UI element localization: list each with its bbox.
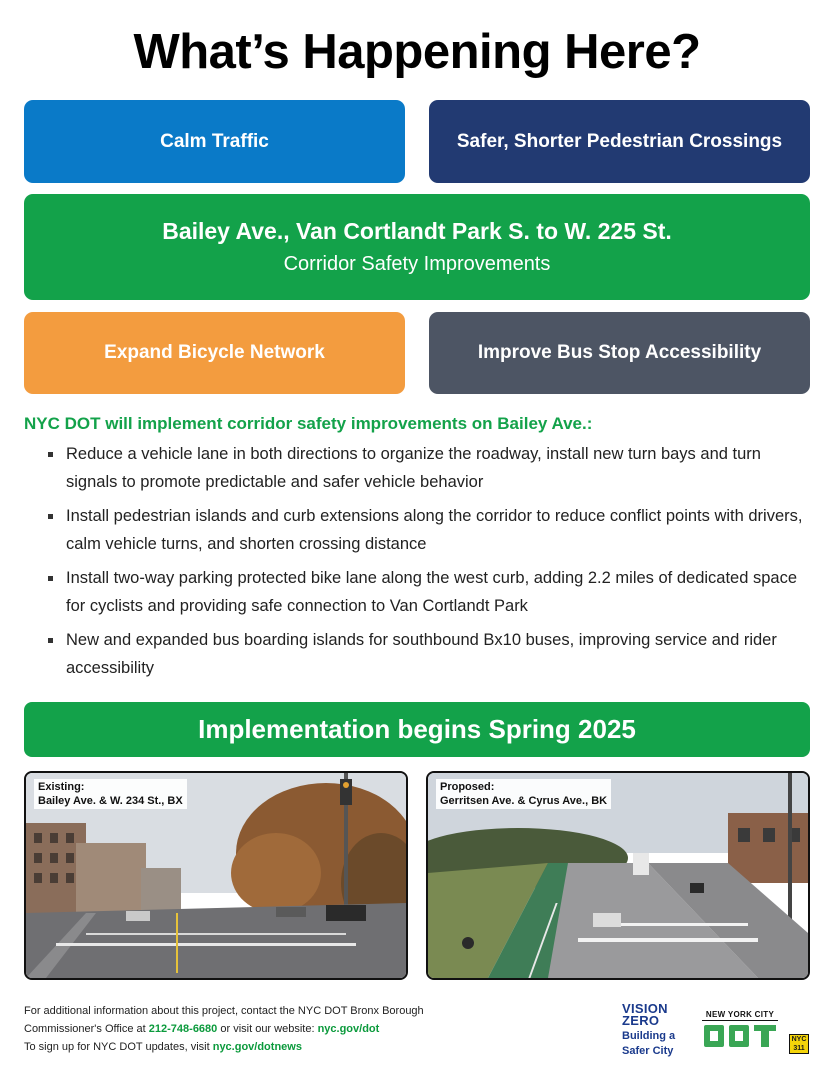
footer-line-2 <box>24 1020 584 1038</box>
calm-traffic-box <box>24 100 405 183</box>
implementation-text: Implementation begins Spring 2025 <box>198 714 636 744</box>
bicycle-network-box <box>24 312 405 394</box>
intro-heading: NYC DOT will implement corridor safety improvements on Bailey Ave.: <box>24 414 593 433</box>
bus-accessibility-box <box>429 312 810 394</box>
dot-wordmark-icon <box>702 1021 778 1051</box>
existing-caption-location: Bailey Ave. & W. 234 St., BX <box>38 795 183 807</box>
implementation-banner <box>24 702 810 757</box>
badge-311: 311 <box>793 1045 805 1052</box>
vision-zero-tag-1: Building a <box>622 1030 676 1042</box>
website-link[interactable]: nyc.gov/dot <box>317 1023 380 1035</box>
pedestrian-crossings-label: Safer, Shorter Pedestrian Crossings <box>456 130 783 152</box>
vision-zero-tag-2: Safer City <box>622 1045 674 1057</box>
proposed-photo <box>426 771 810 980</box>
footer-signup-text: To sign up for NYC DOT updates, visit <box>24 1041 210 1053</box>
badge-nyc: NYC <box>791 1036 807 1043</box>
vision-zero-logo <box>622 1003 694 1063</box>
footer-line-1: For additional information about this project, contact the NYC DOT Bronx Borough <box>24 1005 424 1017</box>
nyc-311-badge <box>789 1034 809 1054</box>
proposed-caption-location: Gerritsen Ave. & Cyrus Ave., BK <box>440 795 608 807</box>
page-title: What’s Happening Here? <box>133 25 701 79</box>
corridor-subtitle: Corridor Safety Improvements <box>283 252 551 275</box>
list-item: Install pedestrian islands and curb extensions along the corridor to reduce conflict points with drivers, calm vehicle turns, and shorten crossing distance <box>44 502 814 558</box>
existing-caption-title: Existing: <box>38 781 85 793</box>
footer-website-text: or visit our website: <box>220 1023 315 1035</box>
list-item: Install two-way parking protected bike lane along the west curb, adding 2.2 miles of dedicated space for cyclists and providing safe connection to Van Cortlandt Park <box>44 564 814 620</box>
proposed-caption-title: Proposed: <box>440 781 495 793</box>
updates-link[interactable]: nyc.gov/dotnews <box>212 1041 302 1053</box>
list-item: Reduce a vehicle lane in both directions to organize the roadway, install new turn bays and turn signals to promote predictable and safer vehicle behavior <box>44 440 814 496</box>
bus-accessibility-label: Improve Bus Stop Accessibility <box>477 342 762 364</box>
footer-office-text: Commissioner's Office at <box>24 1023 146 1035</box>
bicycle-network-label: Expand Bicycle Network <box>104 342 325 364</box>
nyc-dot-logo <box>702 1010 778 1056</box>
list-item: New and expanded bus boarding islands for southbound Bx10 buses, improving service and rider accessibility <box>44 626 814 682</box>
corridor-name: Bailey Ave., Van Cortlandt Park S. to W. 225 St. <box>162 218 672 245</box>
proposed-caption <box>436 779 611 809</box>
existing-caption <box>34 779 187 809</box>
existing-photo <box>24 771 408 980</box>
calm-traffic-label: Calm Traffic <box>160 130 269 152</box>
vision-zero-word-1: VISION <box>622 1001 668 1016</box>
improvements-list <box>44 440 814 688</box>
nyc-label: NEW YORK CITY <box>702 1010 778 1021</box>
corridor-title-box <box>24 194 810 300</box>
phone-number[interactable]: 212-748-6680 <box>148 1023 218 1035</box>
footer-line-3 <box>24 1038 584 1056</box>
vision-zero-word-2: ZERO <box>622 1013 660 1028</box>
contact-footer <box>24 1002 584 1056</box>
pedestrian-crossings-box <box>429 100 810 183</box>
